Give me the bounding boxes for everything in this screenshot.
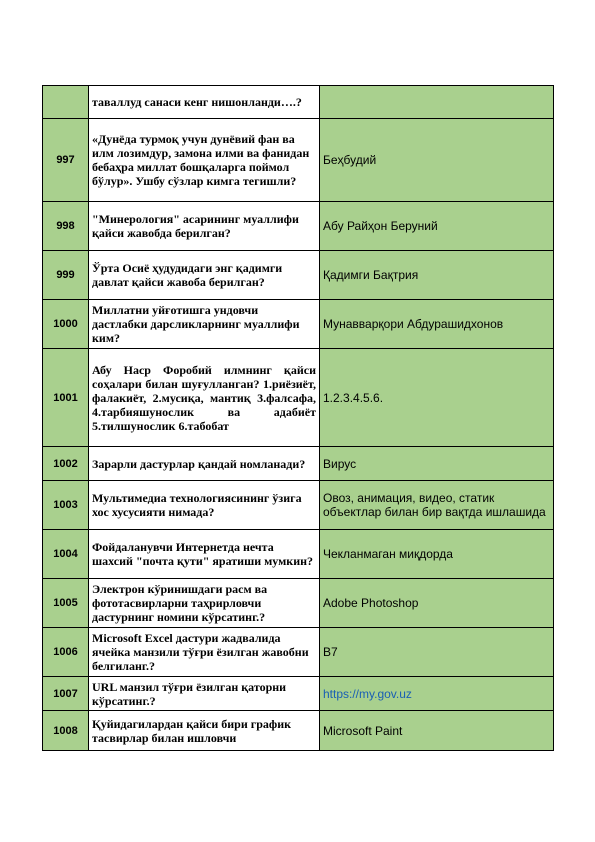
table-row <box>43 349 554 447</box>
answer-cell: B7 <box>320 628 554 677</box>
row-number: 1005 <box>43 579 89 628</box>
question-cell: Фойдаланувчи Интернетда нечта шахсий "почта қути" яратиши мумкин? <box>89 530 320 579</box>
question-cell: таваллуд санаси кенг нишонланди….? <box>89 86 320 119</box>
answer-cell: Абу Райҳон Беруний <box>320 202 554 251</box>
row-number <box>43 86 89 119</box>
answer-cell: Қадимги Бақтрия <box>320 251 554 300</box>
question-cell: "Минерология" асарининг муаллифи қайси жавобда берилган? <box>89 202 320 251</box>
table-row <box>43 300 554 349</box>
question-cell: Қуйидагилардан қайси бири график тасвирлар билан ишловчи <box>89 711 320 751</box>
question-cell: Microsoft Excel дастури жадвалида ячейка манзили тўғри ёзилган жавобни белгиланг.? <box>89 628 320 677</box>
question-cell: Электрон кўринишдаги расм ва фототасвирларни таҳрирловчи дастурнинг номини кўрсатинг.? <box>89 579 320 628</box>
answer-cell: Чекланмаган миқдорда <box>320 530 554 579</box>
question-cell: Мультимедиа технологиясининг ўзига хос хусусияти нимада? <box>89 481 320 530</box>
table-row <box>43 447 554 481</box>
row-number: 1006 <box>43 628 89 677</box>
table-row <box>43 119 554 202</box>
answer-cell: Мунавварқори Абдурашидхонов <box>320 300 554 349</box>
table-row <box>43 628 554 677</box>
question-cell: «Дунёда турмоқ учун дунёвий фан ва илм лозимдур, замона илми ва фанидан бебаҳра миллат бошқаларга поймол бўлур». Ушбу сўзлар кимга тегишли? <box>89 119 320 202</box>
answer-cell: Microsoft Paint <box>320 711 554 751</box>
row-number: 1001 <box>43 349 89 447</box>
answer-cell: Вирус <box>320 447 554 481</box>
row-number: 1007 <box>43 677 89 711</box>
question-cell: URL манзил тўғри ёзилган қаторни кўрсатинг.? <box>89 677 320 711</box>
table-row <box>43 530 554 579</box>
table-row <box>43 579 554 628</box>
answer-cell: Беҳбудий <box>320 119 554 202</box>
row-number: 998 <box>43 202 89 251</box>
table-row <box>43 481 554 530</box>
table-row <box>43 711 554 751</box>
row-number: 1002 <box>43 447 89 481</box>
row-number: 1008 <box>43 711 89 751</box>
answer-cell: 1.2.3.4.5.6. <box>320 349 554 447</box>
row-number: 1000 <box>43 300 89 349</box>
row-number: 1004 <box>43 530 89 579</box>
questions-table <box>42 85 554 751</box>
url-link[interactable]: https://my.gov.uz <box>320 677 554 711</box>
answer-cell <box>320 86 554 119</box>
question-cell: Миллатни уйғотишга ундовчи дастлабки дарсликларнинг муаллифи ким? <box>89 300 320 349</box>
row-number: 997 <box>43 119 89 202</box>
table-row <box>43 251 554 300</box>
question-cell: Зарарли дастурлар қандай номланади? <box>89 447 320 481</box>
table-row <box>43 86 554 119</box>
table-row <box>43 677 554 711</box>
table-row <box>43 202 554 251</box>
row-number: 1003 <box>43 481 89 530</box>
answer-cell: Adobe Photoshop <box>320 579 554 628</box>
answer-cell: Овоз, анимация, видео, статик объектлар билан бир вақтда ишлашида <box>320 481 554 530</box>
question-cell: Ўрта Осиё ҳудудидаги энг қадимги давлат қайси жавоба берилган? <box>89 251 320 300</box>
row-number: 999 <box>43 251 89 300</box>
question-cell: Абу Наср Форобий илмнинг қайси соҳалари билан шуғулланган? 1.риёзиёт, фалакиёт, 2.мусиқа, мантиқ 3.фалсафа, 4.тарбияшунослик ва адабиёт 5.тилшунослик 6.табобат <box>89 349 320 447</box>
